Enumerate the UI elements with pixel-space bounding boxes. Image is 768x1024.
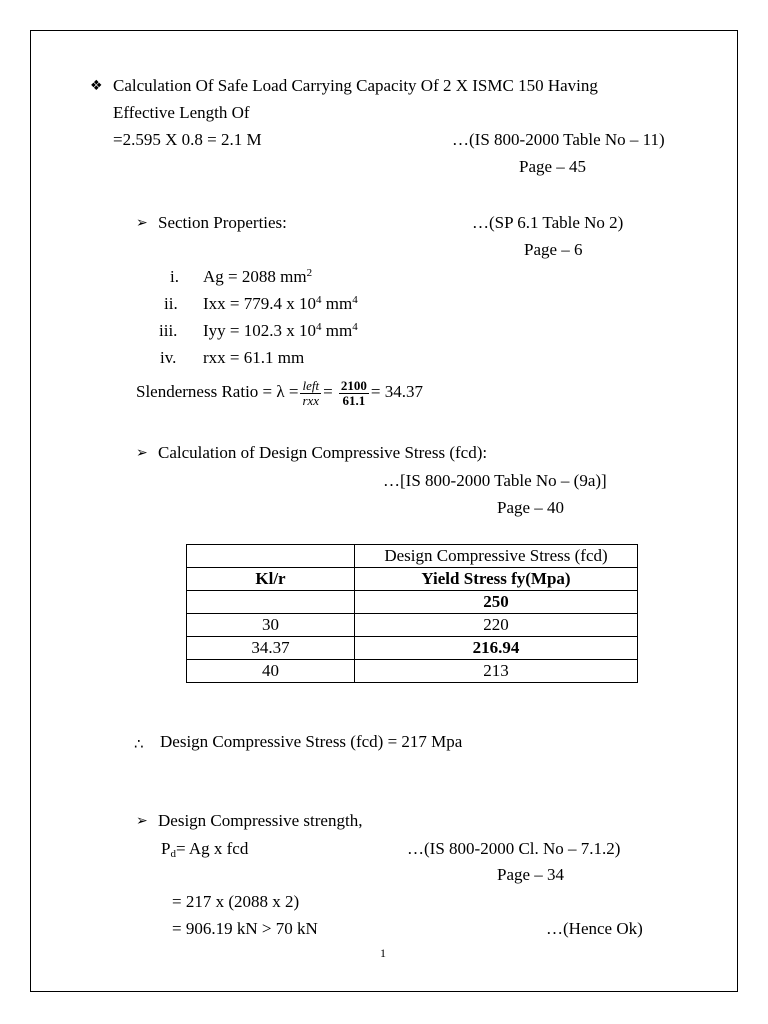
pd-formula: $P_d= Ag$ x fcd [161, 839, 249, 860]
table-row [187, 614, 638, 637]
heading-reference: …(IS 800-2000 Table No – 11) [452, 130, 665, 149]
yield-stress-value: 250 [355, 591, 638, 614]
arrow-bullet-icon: ➢ [136, 445, 148, 461]
list-item: Iyy = 102.3 x $10^4$ $mm^4$ [203, 321, 358, 340]
design-stress-title: Calculation of Design Compressive Stress (fcd): [158, 443, 488, 462]
section-properties-page-ref: Page – 6 [524, 240, 583, 259]
diamond-bullet-icon: ❖ [90, 78, 103, 94]
table-row [187, 637, 638, 660]
table-row [187, 568, 638, 591]
list-item-number: iv. [160, 348, 177, 367]
table-cell: 220 [355, 614, 638, 637]
section-properties-title: Section Properties: [158, 213, 287, 232]
design-strength-page-ref: Page – 34 [497, 865, 565, 884]
design-stress-conclusion: Design Compressive Stress (fcd) = 217 Mpa [160, 732, 463, 751]
page-number: 1 [380, 946, 386, 960]
list-item-number: iii. [159, 321, 178, 340]
table-cell: 34.37 [187, 637, 355, 660]
arrow-bullet-icon: ➢ [136, 215, 148, 231]
table-cell: 40 [187, 660, 355, 683]
design-stress-reference: …[IS 800-2000 Table No – (9a)] [383, 471, 607, 490]
hence-ok-note: …(Hence Ok) [546, 919, 643, 938]
table-cell-empty [187, 591, 355, 614]
fraction-2100-over-61: $\frac{2100}{61.1}$ [340, 377, 367, 408]
table-cell-empty [187, 545, 355, 568]
table-row [187, 591, 638, 614]
heading-page-ref: Page – 45 [519, 157, 587, 176]
heading-line-2: Effective Length Of [113, 103, 250, 122]
table-row [187, 545, 638, 568]
strength-calculation-result: = 906.19 kN > 70 kN [172, 919, 318, 938]
list-item-number: i. [170, 267, 179, 286]
table-cell: 213 [355, 660, 638, 683]
table-cell: 216.94 [355, 637, 638, 660]
list-item: Ixx = 779.4 x $10^4$ $mm^4$ [203, 294, 358, 313]
design-stress-page-ref: Page – 40 [497, 498, 565, 517]
therefore-icon: ∴ [134, 735, 144, 753]
table-cell: 30 [187, 614, 355, 637]
design-stress-table [186, 544, 638, 683]
fraction-left-over-rxx: $\frac{\text{left}}{\text{rxx}}$ [302, 377, 320, 408]
list-item: Ag = 2088 $mm^2$ [203, 267, 313, 286]
list-item: rxx = 61.1 mm [203, 348, 305, 367]
effective-length-value: =2.595 X 0.8 = 2.1 M [113, 130, 262, 149]
strength-calculation-step: = 217 x (2088 x 2) [172, 892, 300, 911]
table-header: Design Compressive Stress (fcd) [355, 545, 638, 568]
page-border [30, 30, 738, 992]
section-properties-reference: …(SP 6.1 Table No 2) [472, 213, 624, 232]
table-row [187, 660, 638, 683]
heading-line-1: Calculation Of Safe Load Carrying Capacity Of 2 X ISMC 150 Having [113, 76, 598, 95]
slenderness-ratio-formula: Slenderness Ratio = λ = $\frac{\text{left}}{\text{rxx}}$ = $\frac{2100}{61.1}$ = 34.37 [136, 377, 424, 408]
arrow-bullet-icon: ➢ [136, 813, 148, 829]
design-strength-title: Design Compressive strength, [158, 811, 363, 830]
design-strength-reference: …(IS 800-2000 Cl. No – 7.1.2) [407, 839, 621, 858]
column-header-yield-stress: Yield Stress fy(Mpa) [355, 568, 638, 591]
list-item-number: ii. [164, 294, 178, 313]
column-header-klr: Kl/r [187, 568, 355, 591]
